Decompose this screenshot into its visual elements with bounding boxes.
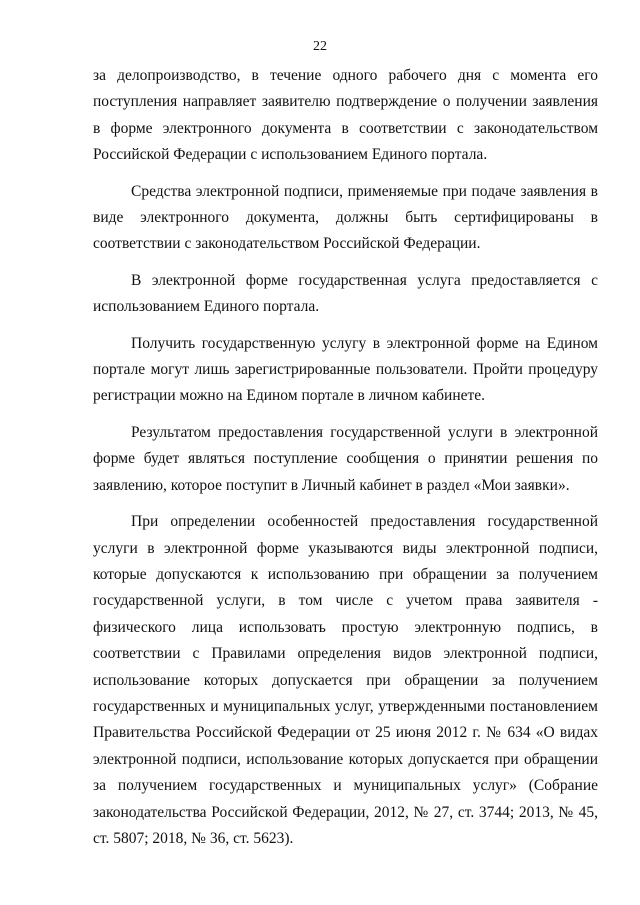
page-number: 22 xyxy=(313,39,327,54)
paragraph-signature-types: При определении особенностей предоставления государственной услуги в электронной форме указываются виды электронной подписи, которые допускаются к использованию при обращении за получением государственной услуги, в том числе с учетом права заявителя - физического лица использовать простую электронную подпись, в соответствии с Правилами определения видов электронной подписи, использование которых допускается при обращении за получением государственных и муниципальных услуг, утвержденными постановлением Правительства Российской Федерации от 25 июня 2012 г. № 634 «О видах электронной подписи, использование которых допускается при обращении за получением государственных и муниципальных услуг» (Собрание законодательства Российской Федерации, 2012, № 27, ст. 3744; 2013, № 45, ст. 5807; 2018, № 36, ст. 5623). xyxy=(93,513,598,847)
document-body xyxy=(93,63,598,862)
paragraph-continuation: за делопроизводство, в течение одного рабочего дня с момента его поступления направляет заявителю подтверждение о получении заявления в форме электронного документа в соответствии с законодательством Российской Федерации с использованием Единого портала. xyxy=(93,67,598,164)
paragraph-electronic-form: В электронной форме государственная услуга предоставляется с использованием Единого портала. xyxy=(93,271,598,316)
paragraph-registered-users: Получить государственную услугу в электронной форме на Едином портале могут лишь зарегистрированные пользователи. Пройти процедуру регистрации можно на Едином портале в личном кабинете. xyxy=(93,334,598,405)
paragraph-signature-requirements: Средства электронной подписи, применяемые при подаче заявления в виде электронного документа, должны быть сертифицированы в соответствии с законодательством Российской Федерации. xyxy=(93,182,598,253)
paragraph-result: Результатом предоставления государственной услуги в электронной форме будет являться поступление сообщения о принятии решения по заявлению, которое поступит в Личный кабинет в раздел «Мои заявки». xyxy=(93,423,598,494)
